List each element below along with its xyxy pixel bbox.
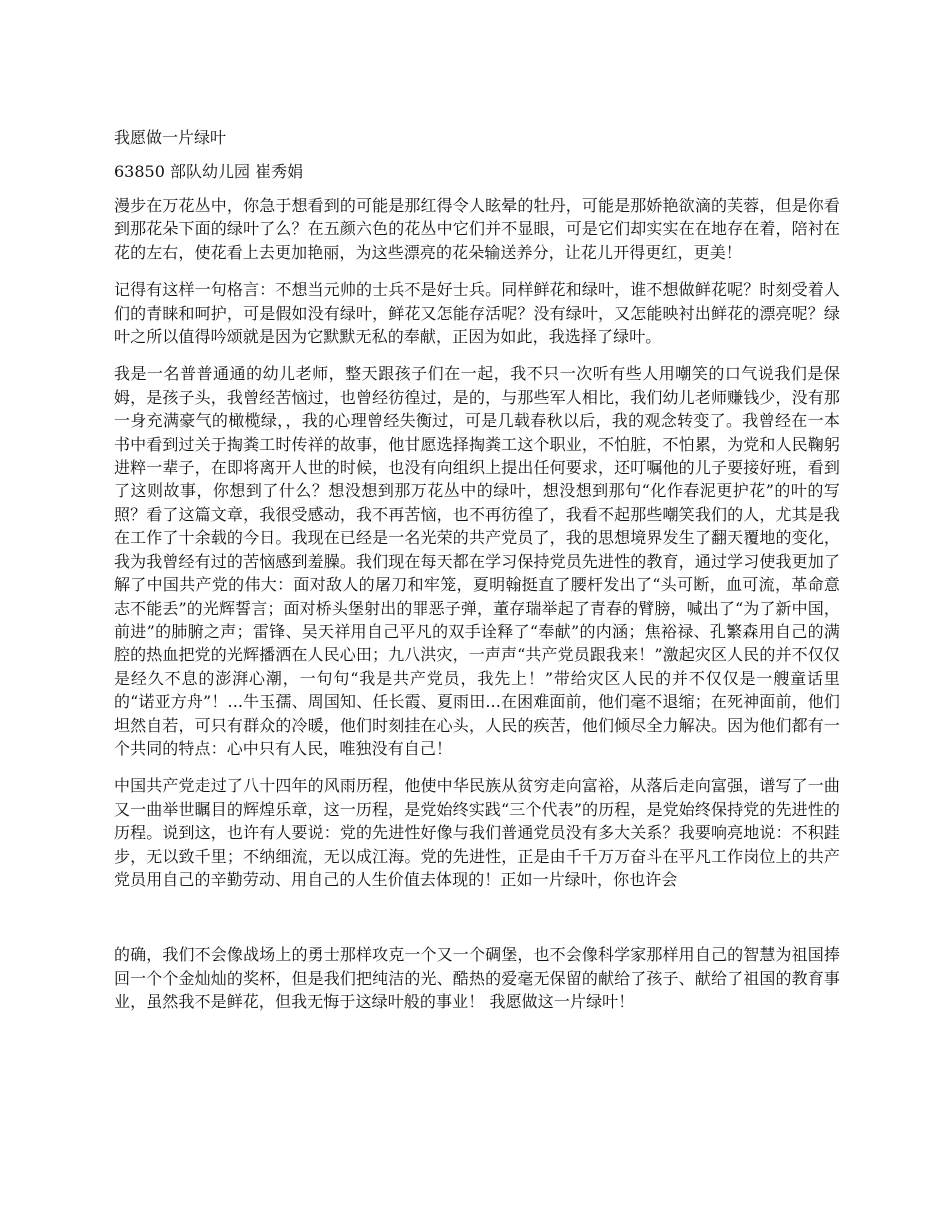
paragraph-1: 漫步在万花丛中，你急于想看到的可能是那红得令人眩晕的牡丹，可能是那娇艳欲滴的芙蓉，但是你看到那花朵下面的绿叶了么？在五颜六色的花丛中它们并不显眼，可是它们却实实在在地存在着，陪衬在花的左右，使花看上去更加艳丽，为这些漂亮的花朵输送养分，让花儿开得更红，更美！ [114, 196, 840, 262]
paragraph-3: 我是一名普普通通的幼儿老师，整天跟孩子们在一起，我不只一次听有些人用嘲笑的口气说我们是保姆，是孩子头，我曾经苦恼过，也曾经彷徨过，是的，与那些军人相比，我们幼儿老师赚钱少，没有那一身充满豪气的橄榄绿，，我的心理曾经失衡过，可是几载春秋以后，我的观念转变了。我曾经在一本书中看到过关于掏粪工时传祥的故事，他甘愿选择掏粪工这个职业，不怕脏，不怕累，为党和人民鞠躬进粹一辈子，在即将离开人世的时候，也没有向组织上提出任何要求，还叮嘱他的儿子要接好班，看到了这则故事，你想到了什么？想没想到那万花丛中的绿叶，想没想到那句“化作春泥更护花”的叶的写照？看了这篇文章，我很受感动，我不再苦恼，也不再彷徨了，我看不起那些嘲笑我们的人，尤其是我在工作了十余载的今日。我现在已经是一名光荣的共产党员了，我的思想境界发生了翻天覆地的变化，我为我曾经有过的苦恼感到羞臊。我们现在每天都在学习保持党员先进性的教育，通过学习使我更加了解了中国共产党的伟大：面对敌人的屠刀和牢笼，夏明翰挺直了腰杆发出了“头可断，血可流，革命意志不能丢”的光辉誓言；面对桥头堡射出的罪恶子弹，董存瑞举起了青春的臂膀，喊出了“为了新中国，前进”的肺腑之声；雷锋、吴天祥用自己平凡的双手诠释了“奉献”的内涵；焦裕禄、孔繁森用自己的满腔的热血把党的光辉播洒在人民心田；九八洪灾，一声声“共产党员跟我来！”激起灾区人民的并不仅仅是经久不息的澎湃心潮，一句句“我是共产党员，我先上！”带给灾区人民的并不仅仅是一艘童话里的“诺亚方舟”！...牛玉孺、周国知、任长霞、夏雨田...在困难面前，他们毫不退缩；在死神面前，他们坦然自若，可只有群众的冷暖，他们时刻挂在心头，人民的疾苦，他们倾尽全力解决。因为他们都有一个共同的特点：心中只有人民，唯独没有自己！ [114, 364, 840, 758]
author-byline: 63850 部队幼儿园 崔秀娟 [114, 162, 304, 181]
paragraph-2: 记得有这样一句格言：不想当元帅的士兵不是好士兵。同样鲜花和绿叶，谁不想做鲜花呢？时刻受着人们的青睐和呵护，可是假如没有绿叶，鲜花又怎能存活呢？没有绿叶，又怎能映衬出鲜花的漂亮呢？绿叶之所以值得吟颂就是因为它默默无私的奉献，正因为如此，我选择了绿叶。 [114, 280, 840, 347]
paragraph-4: 中国共产党走过了八十四年的风雨历程，他使中华民族从贫穷走向富裕，从落后走向富强，谱写了一曲又一曲举世瞩目的辉煌乐章，这一历程，是党始终实践“三个代表”的历程，是党始终保持党的先进性的历程。说到这，也许有人要说：党的先进性好像与我们普通党员没有多大关系？我要响亮地说：不积跬步，无以致千里；不纳细流，无以成江海。党的先进性，正是由千千万万奋斗在平凡工作岗位上的共产党员用自己的辛勤劳动、用自己的人生价值去体现的！正如一片绿叶，你也许会 [114, 776, 840, 889]
paragraph-5: 的确，我们不会像战场上的勇士那样攻克一个又一个碉堡，也不会像科学家那样用自己的智慧为祖国捧回一个个金灿灿的奖杯，但是我们把纯洁的光、酷热的爱毫无保留的献给了孩子、献给了祖国的教育事业，虽然我不是鲜花，但我无悔于这绿叶般的事业！ 我愿做这一片绿叶！ [114, 945, 840, 1012]
document-title: 我愿做一片绿叶 [114, 128, 227, 147]
document-body [114, 126, 840, 1028]
